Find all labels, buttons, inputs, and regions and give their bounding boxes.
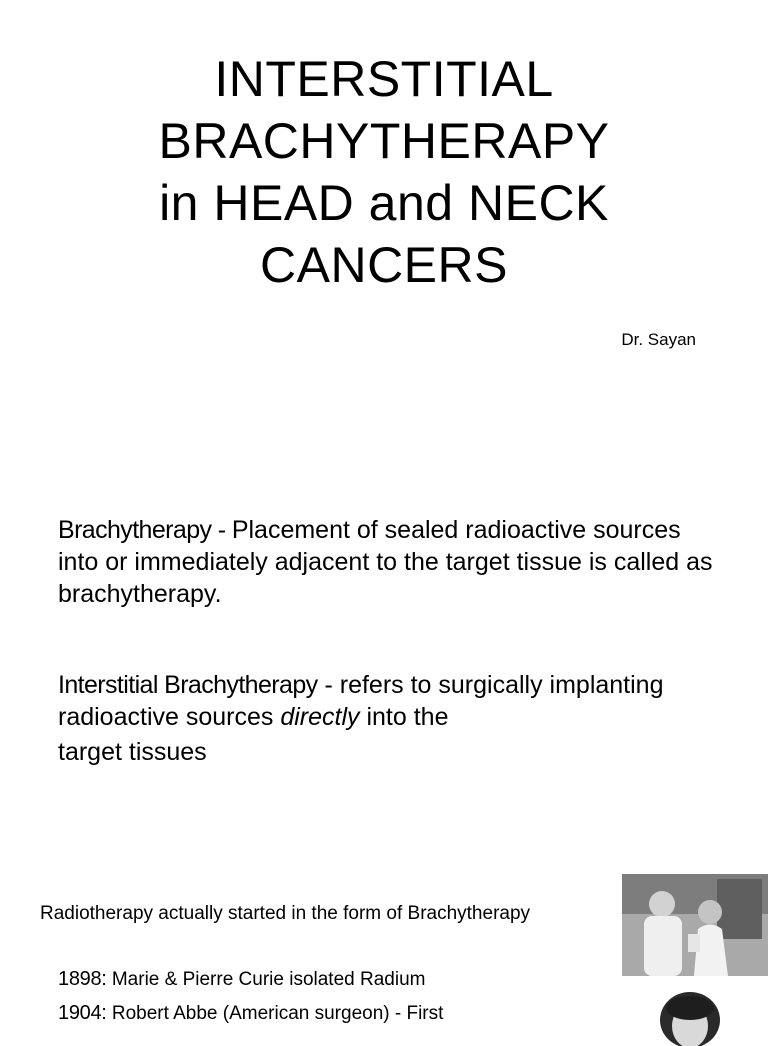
author-name: Dr. Sayan — [621, 330, 696, 349]
history-year: 1904: — [58, 1002, 107, 1024]
interstitial-emphasis: directly — [280, 703, 360, 731]
curie-photo-art — [622, 874, 768, 976]
portrait-photo-art — [644, 986, 736, 1046]
slide-title — [0, 48, 768, 296]
history-item — [58, 968, 425, 991]
interstitial-term: Interstitial Brachytherapy — [58, 671, 318, 699]
interstitial-text-end: into the — [359, 703, 449, 731]
interstitial-text-last: target tissues — [58, 738, 207, 766]
history-year: 1898: — [58, 968, 107, 990]
brachytherapy-text: Placement of sealed radioactive sources into or immediately adjacent to the target tissue is called as brachytherapy. — [58, 516, 713, 608]
curie-photo — [622, 874, 768, 976]
brachytherapy-definition — [58, 514, 718, 610]
title-line: INTERSTITIAL — [214, 51, 554, 107]
interstitial-definition — [58, 669, 718, 768]
title-line: in HEAD and NECK — [159, 175, 609, 231]
history-item — [58, 1002, 443, 1025]
title-line: CANCERS — [260, 237, 508, 293]
interstitial-text: - refers to surgically implanting radioactive sources — [58, 671, 664, 731]
brachytherapy-term: Brachytherapy - — [58, 516, 232, 544]
history-text: Marie & Pierre Curie isolated Radium — [106, 969, 426, 990]
portrait-photo — [644, 986, 736, 1046]
history-text: Robert Abbe (American surgeon) - First — [106, 1003, 444, 1024]
title-line: BRACHYTHERAPY — [158, 113, 610, 169]
history-intro: Radiotherapy actually started in the form of Brachytherapy — [40, 903, 531, 924]
